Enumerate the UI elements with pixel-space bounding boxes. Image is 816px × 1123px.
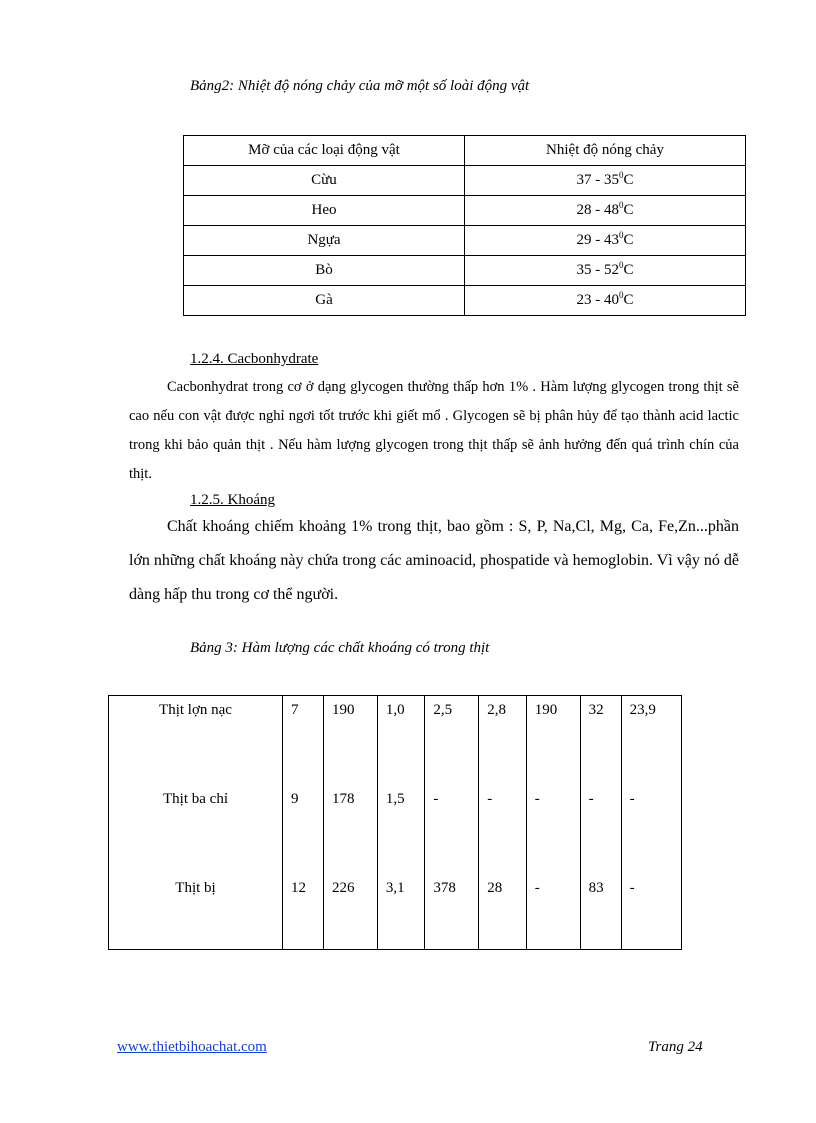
header-animal: Mỡ của các loại động vật bbox=[184, 136, 465, 166]
value-cell: 378 bbox=[425, 880, 479, 950]
value-cell: - bbox=[526, 791, 580, 880]
meat-name-cell: Thịt lợn nạc bbox=[109, 696, 283, 792]
value-cell: 23,9 bbox=[621, 696, 681, 792]
table-row bbox=[184, 166, 746, 196]
value-cell: 2,5 bbox=[425, 696, 479, 792]
value-cell: 190 bbox=[526, 696, 580, 792]
melting-point-table bbox=[183, 135, 746, 316]
value-cell: - bbox=[621, 880, 681, 950]
value-cell: 226 bbox=[324, 880, 378, 950]
animal-cell: Heo bbox=[184, 196, 465, 226]
mineral-content-table bbox=[108, 695, 682, 950]
page-number: Trang 24 bbox=[648, 1039, 703, 1055]
value-cell: - bbox=[621, 791, 681, 880]
table-row bbox=[109, 880, 682, 950]
value-cell: 12 bbox=[283, 880, 324, 950]
meat-name-cell: Thịt ba chỉ bbox=[109, 791, 283, 880]
table-row bbox=[184, 286, 746, 316]
value-cell: 32 bbox=[580, 696, 621, 792]
value-cell: 1,0 bbox=[377, 696, 424, 792]
melting-range-cell: $37 - 35^0C$ bbox=[465, 166, 746, 196]
value-cell: 9 bbox=[283, 791, 324, 880]
paragraph-minerals: Chất khoáng chiếm khoảng 1% trong thịt, bao gồm : S, P, Na,Cl, Mg, Ca, Fe,Zn...phần lớn những chất khoáng này chứa trong các aminoacid, phospatide và hemoglobin. Vì vậy nó dễ dàng hấp thu trong cơ thể người. bbox=[129, 518, 739, 603]
table-row bbox=[184, 256, 746, 286]
animal-cell: Cừu bbox=[184, 166, 465, 196]
animal-cell: Gà bbox=[184, 286, 465, 316]
value-cell: 178 bbox=[324, 791, 378, 880]
table-row bbox=[109, 791, 682, 880]
table-row bbox=[184, 226, 746, 256]
value-cell: - bbox=[479, 791, 526, 880]
melting-range-cell: $28 - 48^0C$ bbox=[465, 196, 746, 226]
section-heading-minerals: 1.2.5. Khoáng bbox=[190, 492, 275, 508]
animal-cell: Ngựa bbox=[184, 226, 465, 256]
value-cell: 28 bbox=[479, 880, 526, 950]
melting-range-cell: $29 - 43^0C$ bbox=[465, 226, 746, 256]
melting-range-cell: $35 - 52^0C$ bbox=[465, 256, 746, 286]
paragraph-carbohydrate: Cacbonhydrat trong cơ ở dạng glycogen thường thấp hơn 1% . Hàm lượng glycogen trong thịt sẽ cao nếu con vật được nghỉ ngơi tốt trước khi giết mổ . Glycogen sẽ bị phân hủy để tạo thành acid lactic trong khi bảo quản thịt . Nếu hàm lượng glycogen trong thịt thấp sẽ ảnh hưởng đến quá trình chín của thịt. bbox=[129, 379, 739, 482]
value-cell: - bbox=[526, 880, 580, 950]
table-header-row bbox=[184, 136, 746, 166]
value-cell: 7 bbox=[283, 696, 324, 792]
footer-website-link[interactable]: www.thietbihoachat.com bbox=[117, 1039, 267, 1055]
table3-caption: Bảng 3: Hàm lượng các chất khoáng có trong thịt bbox=[190, 640, 490, 656]
melting-range-cell: $23 - 40^0C$ bbox=[465, 286, 746, 316]
meat-name-cell: Thịt bị bbox=[109, 880, 283, 950]
value-cell: 190 bbox=[324, 696, 378, 792]
value-cell: 83 bbox=[580, 880, 621, 950]
value-cell: 1,5 bbox=[377, 791, 424, 880]
table-row bbox=[109, 696, 682, 792]
value-cell: 3,1 bbox=[377, 880, 424, 950]
header-melting-point: Nhiệt độ nóng chảy bbox=[465, 136, 746, 166]
section-heading-carbohydrate: 1.2.4. Cacbonhydrate bbox=[190, 351, 319, 367]
value-cell: - bbox=[425, 791, 479, 880]
animal-cell: Bò bbox=[184, 256, 465, 286]
value-cell: - bbox=[580, 791, 621, 880]
table2-caption: Bảng2: Nhiệt độ nóng chảy của mỡ một số loài động vật bbox=[190, 78, 530, 94]
value-cell: 2,8 bbox=[479, 696, 526, 792]
table-row bbox=[184, 196, 746, 226]
